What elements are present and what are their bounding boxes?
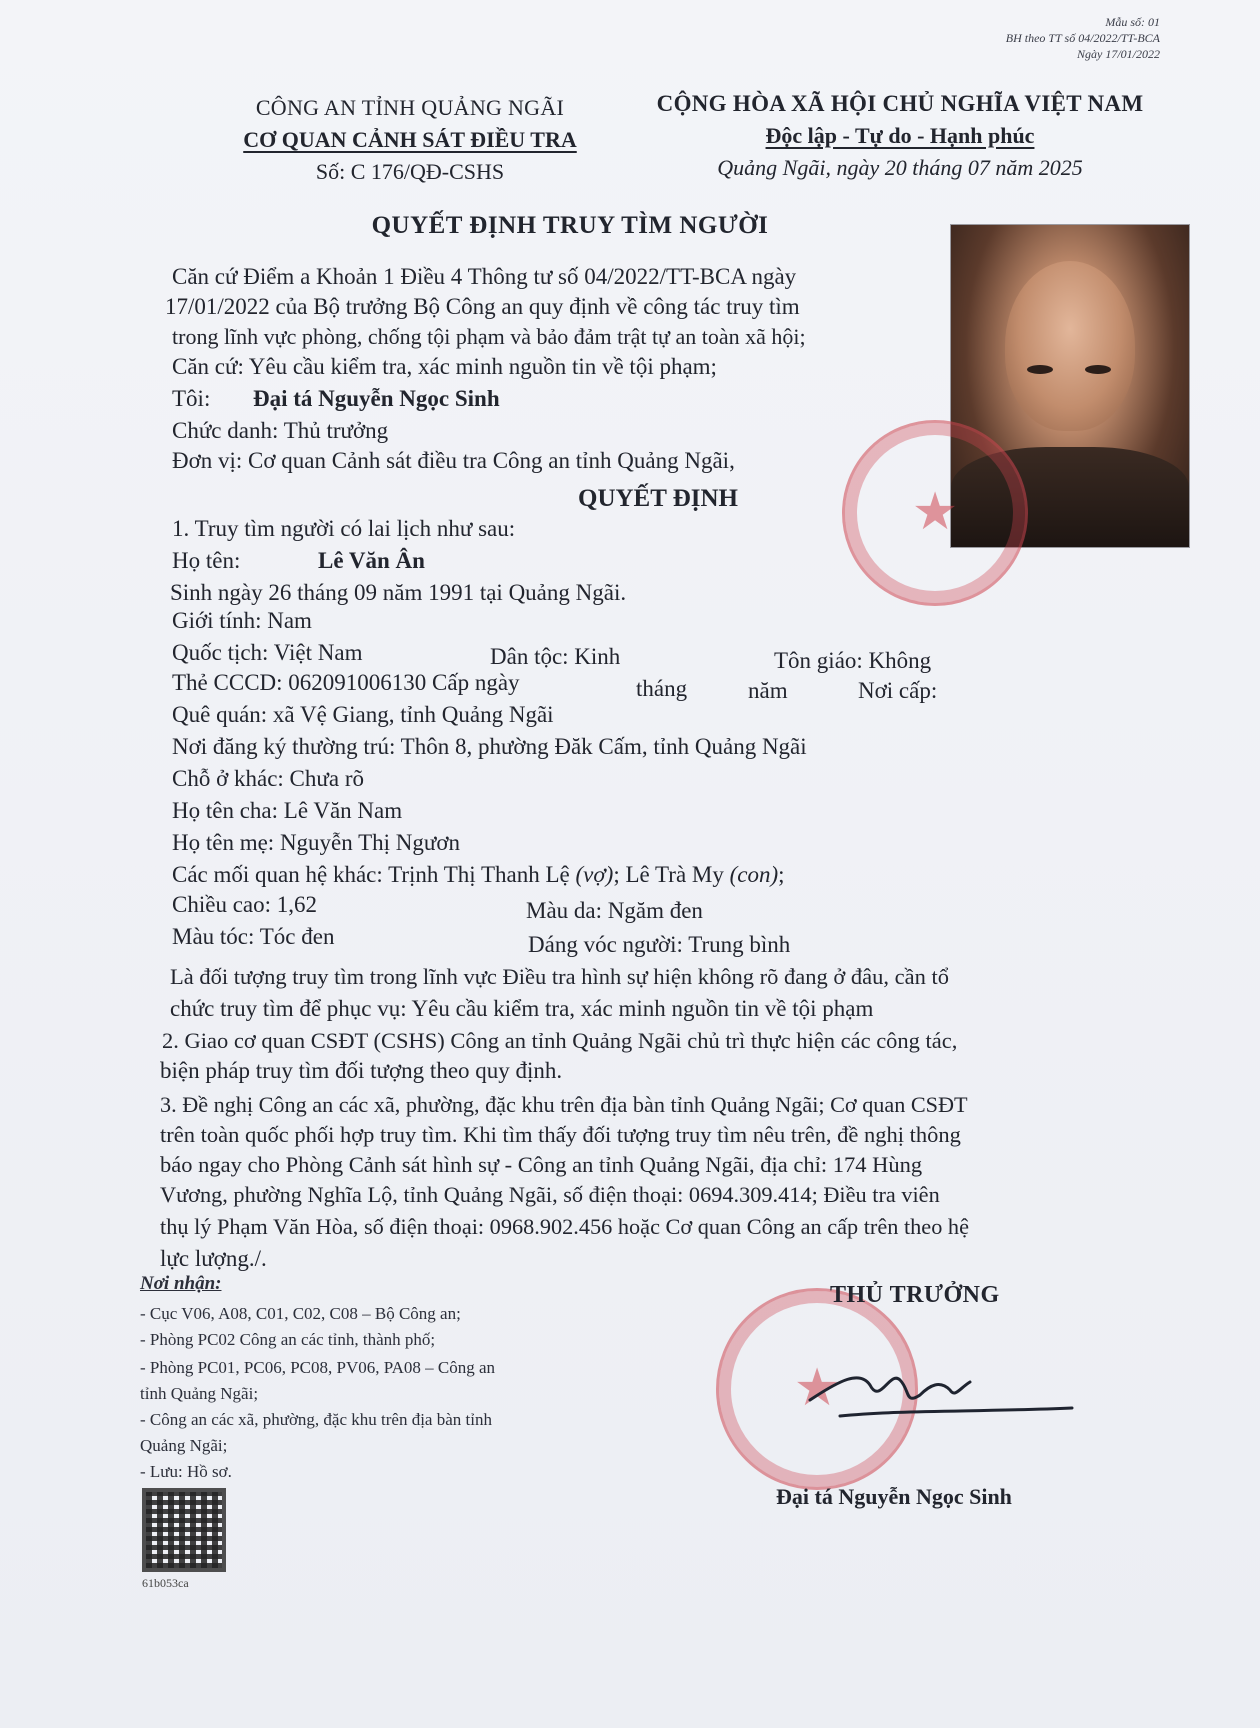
recipient-item: - Phòng PC01, PC06, PC08, PV06, PA08 – Công an — [140, 1358, 496, 1377]
recipient-item: tỉnh Quảng Ngãi; — [140, 1384, 259, 1403]
document-number: Số: C 176/QĐ-CSHS — [315, 159, 505, 184]
residence: Nơi đăng ký thường trú: Thôn 8, phường Đăk Cấm, tỉnh Quảng Ngãi — [172, 734, 807, 759]
issuer-unit: Đơn vị: Cơ quan Cảnh sát điều tra Công an tỉnh Quảng Ngãi, — [172, 448, 735, 473]
agency-name: CÔNG AN TỈNH QUẢNG NGÃI — [255, 95, 565, 120]
form-code-line: Mẫu số: 01 — [1105, 15, 1160, 29]
paragraph-line: báo ngay cho Phòng Cảnh sát hình sự - Công an tỉnh Quảng Ngãi, địa chỉ: 174 Hùng — [160, 1152, 923, 1177]
signer-name: Đại tá Nguyễn Ngọc Sinh — [776, 1484, 1012, 1509]
photo-eye — [1027, 365, 1053, 374]
skin-color: Màu da: Ngăm đen — [526, 898, 703, 923]
handwritten-signature — [780, 1350, 1080, 1440]
paragraph-line: lực lượng./. — [160, 1246, 267, 1271]
qr-code — [142, 1488, 226, 1572]
paragraph-line: 2. Giao cơ quan CSĐT (CSHS) Công an tỉnh Quảng Ngãi chủ trì thực hiện các công tác, — [162, 1028, 958, 1053]
qr-code-text: 61b053ca — [142, 1576, 189, 1590]
paragraph-line: 3. Đề nghị Công an các xã, phường, đặc khu trên địa bàn tỉnh Quảng Ngãi; Cơ quan CSĐT — [160, 1092, 968, 1117]
form-code-line: Ngày 17/01/2022 — [1077, 47, 1160, 61]
ethnicity: Dân tộc: Kinh — [490, 644, 621, 669]
father-name: Họ tên cha: Lê Văn Nam — [172, 798, 403, 823]
other-relations — [172, 860, 785, 890]
paragraph-line: Vương, phường Nghĩa Lộ, tỉnh Quảng Ngãi, số điện thoại: 0694.309.414; Điều tra viên — [160, 1182, 940, 1207]
basis-line: 17/01/2022 của Bộ trưởng Bộ Công an quy định về công tác truy tìm — [165, 294, 800, 319]
paragraph-line: chức truy tìm để phục vụ: Yêu cầu kiểm tra, xác minh nguồn tin về tội phạm — [170, 996, 874, 1021]
recipient-item: - Công an các xã, phường, đặc khu trên địa bàn tỉnh — [140, 1410, 492, 1429]
recipient-item: - Phòng PC02 Công an các tỉnh, thành phố; — [140, 1330, 436, 1349]
issuer-name: Đại tá Nguyễn Ngọc Sinh — [253, 386, 500, 411]
nation-name: CỘNG HÒA XÃ HỘI CHỦ NGHĨA VIỆT NAM — [656, 91, 1144, 116]
name-label: Họ tên: — [172, 548, 241, 573]
mother-name: Họ tên mẹ: Nguyễn Thị Ngươn — [172, 830, 461, 855]
paragraph-line: trên toàn quốc phối hợp truy tìm. Khi tìm thấy đối tượng truy tìm nêu trên, đề nghị thông — [160, 1122, 961, 1147]
birth-info: Sinh ngày 26 tháng 09 năm 1991 tại Quảng Ngãi. — [170, 580, 627, 605]
paragraph-line: Là đối tượng truy tìm trong lĩnh vực Điều tra hình sự hiện không rõ đang ở đâu, cần tổ — [170, 964, 949, 989]
basis-line: trong lĩnh vực phòng, chống tội phạm và bảo đảm trật tự an toàn xã hội; — [172, 324, 806, 349]
id-month: tháng — [636, 676, 688, 701]
issuer-header — [200, 92, 620, 188]
religion: Tôn giáo: Không — [774, 648, 932, 673]
hometown: Quê quán: xã Vệ Giang, tỉnh Quảng Ngãi — [172, 702, 554, 727]
decision-heading: QUYẾT ĐỊNH — [578, 485, 738, 512]
stamp-star-icon: ★ — [793, 1360, 841, 1417]
relations-text: ; — [778, 862, 785, 887]
recipient-item: - Lưu: Hồ sơ. — [140, 1462, 232, 1481]
recipient-item: Quảng Ngãi; — [140, 1436, 228, 1455]
national-header — [620, 88, 1180, 184]
id-place: Nơi cấp: — [858, 678, 938, 703]
basis-line: Căn cứ: Yêu cầu kiểm tra, xác minh nguồn tin về tội phạm; — [172, 354, 717, 379]
place-date: Quảng Ngãi, ngày 20 tháng 07 năm 2025 — [717, 155, 1083, 180]
hair-color: Màu tóc: Tóc đen — [172, 924, 335, 949]
signer-title: THỦ TRƯỞNG — [830, 1282, 1000, 1308]
stamp-star-icon: ★ — [911, 484, 959, 541]
document-title: QUYẾT ĐỊNH TRUY TÌM NGƯỜI — [371, 212, 769, 239]
gender: Giới tính: Nam — [172, 608, 312, 633]
national-motto: Độc lập - Tự do - Hạnh phúc — [765, 123, 1035, 148]
relation-child: (con) — [729, 862, 779, 887]
photo-stamp — [842, 420, 1028, 606]
issuer-position: Chức danh: Thủ trưởng — [172, 418, 389, 443]
other-address: Chỗ ở khác: Chưa rõ — [172, 766, 364, 791]
photo-eye — [1085, 365, 1111, 374]
id-card: Thẻ CCCD: 062091006130 Cấp ngày — [172, 670, 520, 695]
paragraph-line: biện pháp truy tìm đối tượng theo quy định. — [160, 1058, 563, 1083]
id-year: năm — [748, 678, 788, 703]
paragraph-line: thụ lý Phạm Văn Hòa, số điện thoại: 0968.902.456 hoặc Cơ quan Công an cấp trên theo hệ — [160, 1214, 969, 1239]
relations-text: ; Lê Trà My — [613, 862, 730, 887]
relations-text: Các mối quan hệ khác: Trịnh Thị Thanh Lệ — [172, 862, 576, 887]
form-code — [1006, 14, 1160, 62]
height: Chiều cao: 1,62 — [172, 892, 317, 917]
recipients-title: Nơi nhận: — [140, 1273, 222, 1294]
relation-wife: (vợ) — [575, 862, 614, 887]
nationality: Quốc tịch: Việt Nam — [172, 640, 363, 665]
body-build: Dáng vóc người: Trung bình — [528, 932, 791, 957]
issuer-label: Tôi: — [172, 386, 211, 411]
item-1: 1. Truy tìm người có lai lịch như sau: — [172, 516, 516, 541]
photo-face — [1005, 261, 1135, 431]
suspect-name: Lê Văn Ân — [318, 548, 425, 573]
recipient-item: - Cục V06, A08, C01, C02, C08 – Bộ Công an; — [140, 1304, 461, 1323]
basis-line: Căn cứ Điểm a Khoản 1 Điều 4 Thông tư số 04/2022/TT-BCA ngày — [172, 264, 797, 289]
form-code-line: BH theo TT số 04/2022/TT-BCA — [1005, 31, 1160, 45]
unit-name: CƠ QUAN CẢNH SÁT ĐIỀU TRA — [243, 127, 577, 152]
